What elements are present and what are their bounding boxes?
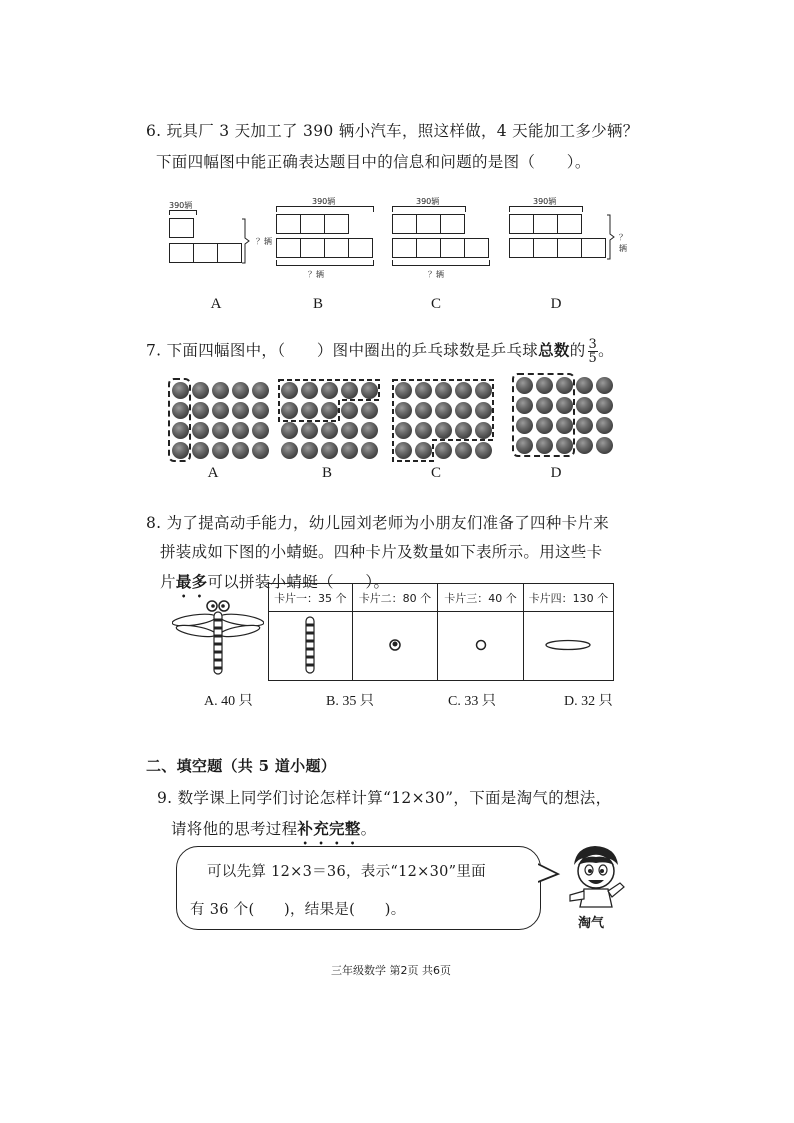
q8-line1: 8. 为了提高动手能力，幼儿园刘老师为小朋友们准备了四种卡片来 — [146, 514, 610, 532]
taoqi-character-image — [562, 843, 628, 913]
q9-emphasis: 补充完整 — [297, 819, 361, 838]
q8-option-a[interactable]: A. 40 只 — [204, 694, 253, 709]
q7-fraction: $\frac{3}{5}$ — [588, 337, 598, 366]
q7-option-b[interactable]: B — [321, 465, 332, 481]
tape-a-unknown-label: ？辆 — [256, 237, 272, 246]
q6-option-a[interactable]: A — [210, 296, 222, 312]
eye-piece — [388, 638, 402, 652]
card-1-header: 卡片一：35 个 — [269, 584, 353, 612]
selection-box-d — [512, 373, 575, 457]
card-3-image — [438, 612, 524, 681]
card-4-image — [523, 612, 613, 681]
page-footer: 三年级数学 第2页 共6页 — [331, 964, 451, 977]
selection-box-a — [168, 378, 191, 462]
tape-diagram-c — [390, 196, 490, 281]
bubble-line1: 可以先算 12×3＝36，表示“12×30”里面 — [207, 864, 486, 880]
card-1-image — [269, 612, 353, 681]
selection-box-c — [390, 377, 496, 465]
dragonfly-image — [172, 598, 264, 676]
tape-diagram-a — [165, 200, 255, 275]
circle-piece — [474, 638, 488, 652]
q6-option-c[interactable]: C — [430, 296, 441, 312]
q8-line3: 片最多可以拼装小蜻蜓（ ）。 — [160, 572, 390, 591]
q8-emphasis: 最多 — [175, 572, 208, 591]
character-name: 淘气 — [578, 916, 605, 931]
q6-option-b[interactable]: B — [312, 296, 323, 312]
selection-box-b — [276, 377, 382, 425]
q7-option-c[interactable]: C — [430, 465, 441, 481]
q7-option-d[interactable]: D — [550, 465, 562, 481]
tape-b-unknown-label: ？辆 — [308, 270, 324, 279]
card-2-header: 卡片二：80 个 — [352, 584, 438, 612]
section-2-title: 二、填空题（共 5 道小题） — [146, 757, 337, 775]
q7-option-a[interactable]: A — [207, 465, 219, 481]
speech-bubble-tail — [538, 862, 562, 886]
q9-line2: 请将他的思考过程补充完整。 — [171, 819, 377, 838]
q7-stem: 7. 下面四幅图中，（ ）图中圈出的乒乓球数是乒乓球总数的 $\frac{3}{5}$ 。 — [146, 337, 614, 366]
q8-option-c[interactable]: C. 33 只 — [448, 694, 496, 709]
wing-piece — [543, 638, 593, 652]
q6-line2: 下面四幅图中能正确表达题目中的信息和问题的是图（ ）。 — [156, 153, 591, 171]
q8-option-d[interactable]: D. 32 只 — [564, 694, 613, 709]
q9-line1: 9. 数学课上同学们讨论怎样计算“12×30”，下面是淘气的想法， — [157, 789, 612, 807]
tape-diagram-d — [507, 196, 632, 266]
q8-option-b[interactable]: B. 35 只 — [326, 694, 374, 709]
card-table — [268, 583, 614, 681]
card-3-header: 卡片三：40 个 — [438, 584, 524, 612]
tape-diagram-b — [276, 196, 376, 281]
q8-line2: 拼装成如下图的小蜻蜓。四种卡片及数量如下表所示。用这些卡 — [160, 543, 603, 561]
q6-option-d[interactable]: D — [550, 296, 562, 312]
bubble-line2: 有 36 个( )，结果是( )。 — [190, 902, 406, 918]
q7-emphasis: 总数 — [538, 340, 570, 360]
tape-d-known-label: 390辆 — [533, 197, 557, 206]
tape-a-known-label: 390辆 — [169, 201, 193, 210]
card-2-image — [352, 612, 438, 681]
tape-b-known-label: 390辆 — [312, 197, 336, 206]
tape-c-unknown-label: ？辆 — [428, 270, 444, 279]
striped-body-piece — [304, 616, 316, 674]
q6-line1: 6. 玩具厂 3 天加工了 390 辆小汽车，照这样做，4 天能加工多少辆？ — [146, 122, 639, 140]
tape-d-unknown-label: ？辆 — [619, 233, 627, 253]
tape-c-known-label: 390辆 — [416, 197, 440, 206]
card-4-header: 卡片四：130 个 — [523, 584, 613, 612]
